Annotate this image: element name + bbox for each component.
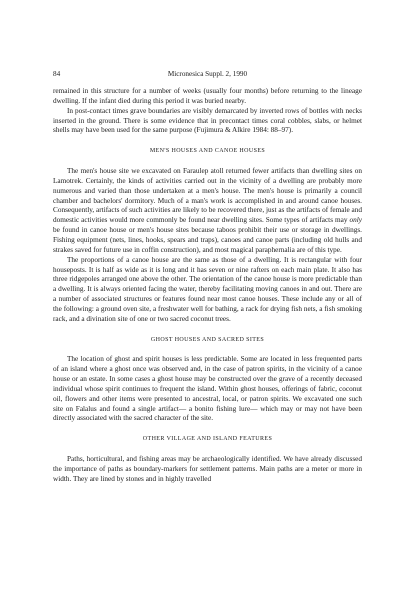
running-header	[53, 70, 362, 82]
paragraph: The proportions of a canoe house are the same as those of a dwelling. It is rectangular with four houseposts. It is half as wide as it is long and it has seven or nine rafters on each main plate. It also has three ridgepoles arranged one above the other. The orientation of the canoe house is more predictable than a dwelling. It is always oriented facing the water, thereby facilitating moving canoes in and out. There are a number of associated structures or features found near most canoe houses. These include any or all of the following: a ground oven site, a freshwater well for bathing, a rack for drying fish nets, a fish smoking rack, and a divination site of one or two sacred coconut trees.	[53, 255, 362, 323]
body-text	[53, 87, 362, 485]
section-heading: MEN'S HOUSES AND CANOE HOUSES	[149, 148, 266, 155]
section-heading: OTHER VILLAGE AND ISLAND FEATURES	[142, 436, 273, 443]
section-heading: GHOST HOUSES AND SACRED SITES	[150, 336, 265, 343]
paragraph: Paths, horticultural, and fishing areas may be archaeologically identified. We have already discussed the importance of paths as boundary-markers for settlement patterns. Main paths are a meter or more in width. They are lined by stones and in highly travelled	[53, 455, 362, 483]
page-number: 84	[53, 70, 61, 78]
journal-title: Micronesica Suppl. 2, 1990	[167, 70, 248, 78]
paragraph: The men's house site we excavated on Faraulep atoll returned fewer artifacts than dwelling sites on Lamotrek. Certainly, the kinds of activities carried out in the vicinity of a dwelling are probably more numerous and varied than those undertaken at a men's house. The men's house is primarily a council chamber and bachelors' dormitory. Much of a man's work is accomplished in and around canoe houses. Consequently, artifacts of such activities are likely to be recovered there, just as the artifacts of female and domestic activities would more commonly be found near dwelling sites. Some types of artifacts may only be found in canoe house or men's house sites because taboos prohibit their use or storage in dwellings. Fishing equipment (nets, lines, hooks, spears and traps), canoes and canoe parts (including old hulls and strakes saved for future use in coffin construction), and most magical paraphernalia are of this type.	[53, 167, 362, 254]
paragraph: remained in this structure for a number of weeks (usually four months) before returning to the lineage dwelling. If the infant died during this period it was buried nearby.	[53, 87, 362, 105]
emphasis-text: only	[349, 216, 362, 225]
paragraph: The location of ghost and spirit houses is less predictable. Some are located in less frequented parts of an island where a ghost once was observed and, in the case of patron spirits, in the vicinity of a canoe house or an estate. In some cases a ghost house may be constructed over the grave of a recently deceased individual whose spirit continues to frequent the island. Within ghost houses, offerings of fabric, coconut oil, flowers and other items were presented to ancestral, local, or patron spirits. We excavated one such site on Falalus and found a single artifact— a bonito fishing lure— which may or may not have been directly associated with the sacred character of the site.	[53, 355, 362, 423]
paragraph: In post-contact times grave boundaries are visibly demarcated by inverted rows of bottles with necks inserted in the ground. There is some evidence that in precontact times coral cobbles, slabs, or helmet shells may have been used for the same purpose (Fujimura & Alkire 1984: 88–97).	[53, 106, 362, 135]
